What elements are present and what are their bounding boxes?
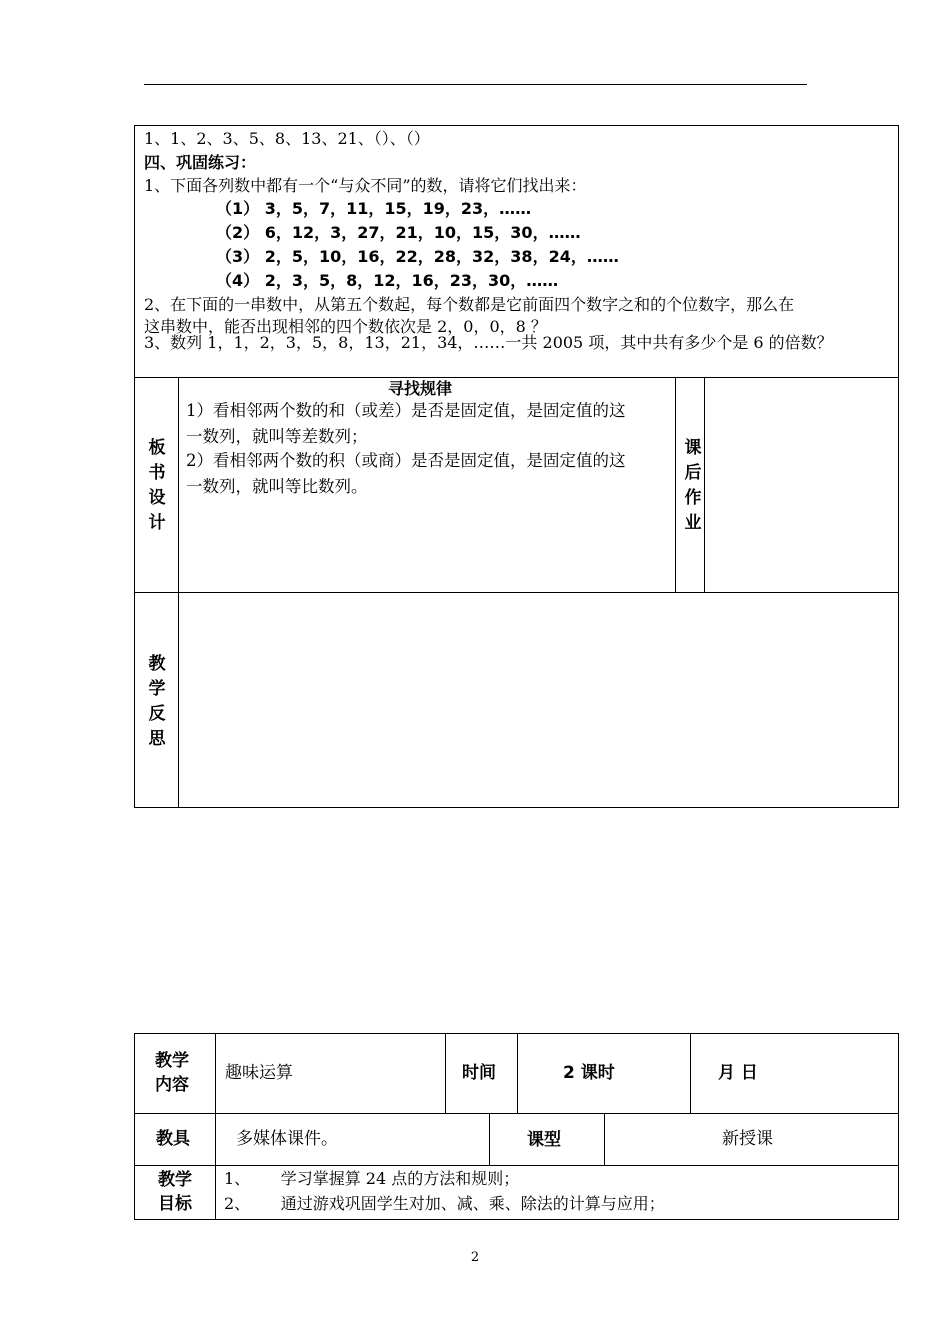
goal-item: 2、 通过游戏巩固学生对加、减、乘、除法的计算与应用； (224, 1194, 665, 1213)
row-divider (134, 592, 899, 593)
date-value: 月 日 (718, 1063, 758, 1083)
question-2-line-1: 2、在下面的一串数中，从第五个数起，每个数都是它前面四个数字之和的个位数字，那么在 (144, 295, 795, 314)
board-line: 一数列，就叫等比数列。 (186, 477, 368, 496)
row-divider (134, 1165, 899, 1166)
board-title: 寻找规律 (388, 379, 453, 398)
content-label: 教学内容 (155, 1051, 189, 1095)
question-1-item: （2） 6，12，3，27，21，10，15，30，…… (216, 223, 581, 242)
time-label: 时间 (462, 1063, 496, 1083)
reflection-label: 教学反思 (148, 654, 166, 749)
col-divider (690, 1033, 691, 1113)
tools-label: 教具 (156, 1129, 190, 1149)
board-line: 一数列，就叫等差数列； (186, 427, 368, 446)
page-number: 2 (470, 1250, 480, 1265)
type-value: 新授课 (722, 1129, 773, 1149)
time-value: 2 课时 (563, 1063, 615, 1083)
goals-label: 教学目标 (158, 1170, 192, 1214)
row-divider (134, 1113, 899, 1114)
question-3: 3、数列 1，1，2，3，5，8，13，21，34，……一共 2005 项，其中共有多少个是 6 的倍数？ (144, 333, 833, 352)
sequence-line: 1、1、2、3、5、8、13、21、（）、（） (144, 129, 430, 148)
goal-item: 1、 学习掌握算 24 点的方法和规则； (224, 1169, 520, 1188)
col-divider (675, 377, 676, 592)
type-label: 课型 (527, 1130, 561, 1150)
col-divider (215, 1033, 216, 1220)
question-1-item: （1） 3，5，7，11，15，19，23，…… (216, 199, 532, 218)
tools-value: 多媒体课件。 (236, 1129, 338, 1149)
section-title: 四、巩固练习： (144, 153, 257, 172)
col-divider (178, 377, 179, 808)
question-1-item: （4） 2，3，5，8，12，16，23，30，…… (216, 271, 559, 290)
question-1-item: （3） 2，5，10，16，22，28，32，38，24，…… (216, 247, 619, 266)
col-divider (517, 1033, 518, 1113)
board-design-label: 板书设计 (148, 438, 166, 533)
col-divider (445, 1033, 446, 1113)
board-line: 2）看相邻两个数的积（或商）是否是固定值，是固定值的这 (186, 451, 626, 470)
col-divider (604, 1113, 605, 1165)
board-line: 1）看相邻两个数的和（或差）是否是固定值，是固定值的这 (186, 401, 626, 420)
col-divider (489, 1113, 490, 1165)
homework-label: 课后作业 (684, 438, 702, 533)
content-value: 趣味运算 (225, 1063, 293, 1083)
question-2-line-2: 这串数中，能否出现相邻的四个数依次是 2，0，0，8 ？ (144, 317, 547, 336)
row-divider (134, 377, 899, 378)
header-rule (144, 84, 807, 85)
question-1: 1、下面各列数中都有一个“与众不同”的数，请将它们找出来： (144, 176, 587, 195)
